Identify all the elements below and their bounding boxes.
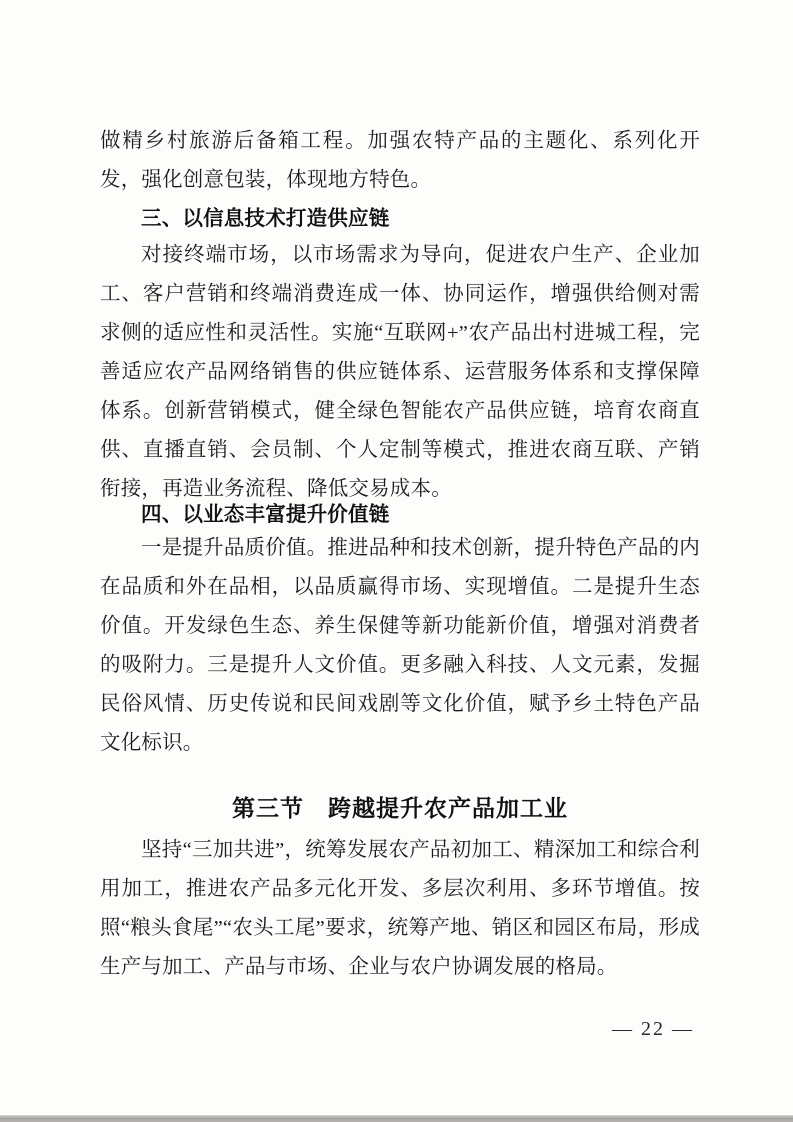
scan-bottom-edge	[0, 1115, 793, 1122]
paragraph-value-chain: 一是提升品质价值。推进品种和技术创新，提升特色产品的内在品质和外在品相，以品质赢得市场、实现增值。二是提升生态价值。开发绿色生态、养生保健等新功能新价值，增强对消费者的吸附力。三是提升人文价值。更多融入科技、人文元素，发掘民俗风情、历史传说和民间戏剧等文化价值，赋予乡土特色产品文化标识。	[100, 537, 700, 754]
paragraph-supply-chain: 对接终端市场，以市场需求为导向，促进农户生产、企业加工、客户营销和终端消费连成一体、协同运作，增强供给侧对需求侧的适应性和灵活性。实施“互联网+”农产品出村进城工程，完善适应农产品网络销售的供应链体系、运营服务体系和支撑保障体系。创新营销模式，健全绿色智能农产品供应链，培育农商直供、直播直销、会员制、个人定制等模式，推进农商互联、产销衔接，再造业务流程、降低交易成本。	[100, 244, 700, 500]
paragraph-processing-industry: 坚持“三加共进”，统筹发展农产品初加工、精深加工和综合利用加工，推进农产品多元化开发、多层次利用、多环节增值。按照“粮头食尾”“农头工尾”要求，统筹产地、销区和园区布局，形成生产与加工、产品与市场、企业与农户协调发展的格局。	[100, 839, 700, 978]
section-heading: 第三节 跨越提升农产品加工业	[232, 795, 568, 821]
paragraph-continuation: 做精乡村旅游后备箱工程。加强农特产品的主题化、系列化开发，强化创意包装，体现地方特色。	[100, 130, 700, 191]
subsection-heading-four: 四、以业态丰富提升价值链	[141, 504, 390, 526]
subsection-heading-three: 三、以信息技术打造供应链	[141, 208, 390, 230]
page-number: — 22 —	[612, 1018, 694, 1040]
